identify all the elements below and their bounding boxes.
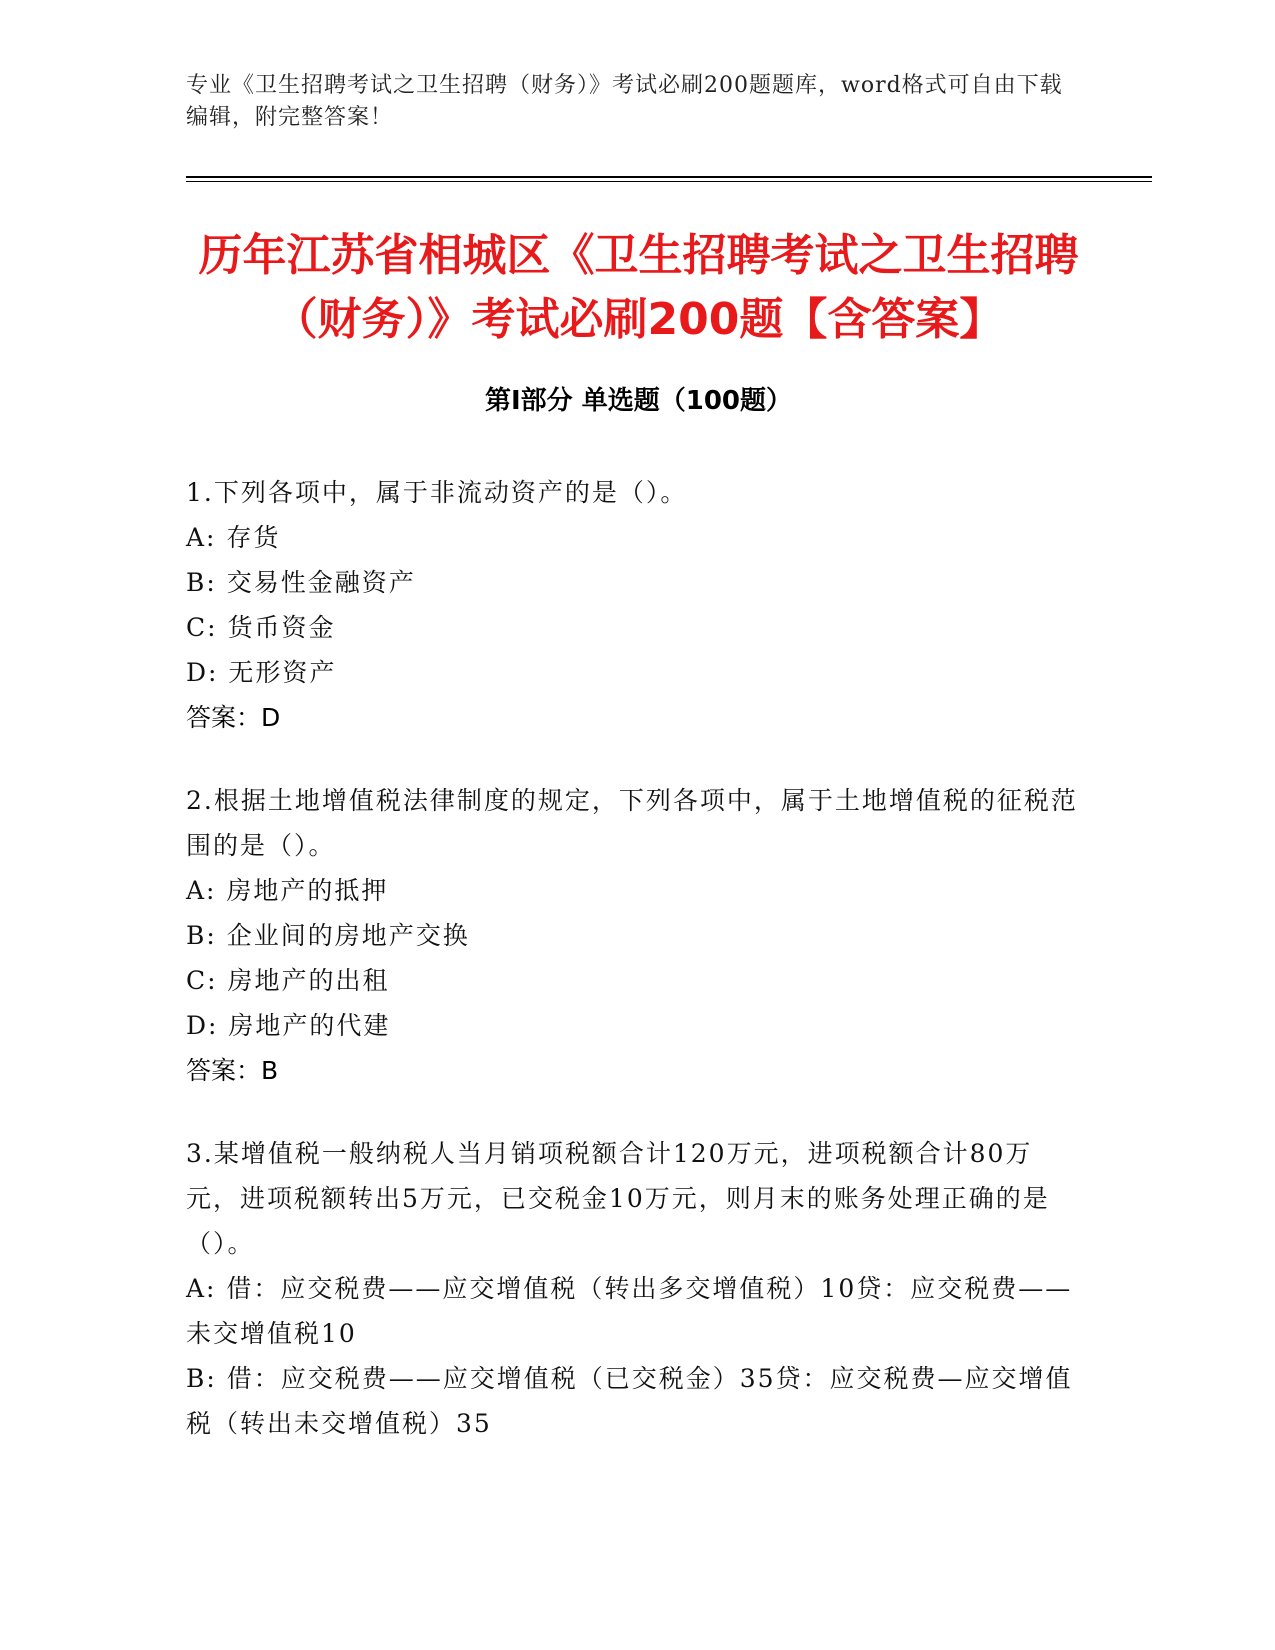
- answer-value: B: [261, 1056, 279, 1085]
- answer-value: D: [261, 703, 281, 732]
- option-c: C: 货币资金: [186, 613, 336, 642]
- question-list: [186, 470, 1086, 1484]
- option-d: D: 无形资产: [186, 658, 337, 687]
- option-a: A: 存货: [186, 523, 281, 552]
- option-b: B: 企业间的房地产交换: [186, 921, 470, 950]
- option-b: B: 交易性金融资产: [186, 568, 416, 597]
- header-rule-thin: [186, 181, 1152, 182]
- question-stem: 1.下列各项中，属于非流动资产的是（）。: [186, 478, 688, 507]
- option-a: A: 房地产的抵押: [186, 876, 389, 905]
- question-stem: 2.根据土地增值税法律制度的规定，下列各项中，属于土地增值税的征税范围的是（）。: [186, 786, 1078, 860]
- question-3: [186, 1131, 1086, 1446]
- header-rule-thick: [186, 176, 1152, 178]
- option-c: C: 房地产的出租: [186, 966, 390, 995]
- document-title: 历年江苏省相城区《卫生招聘考试之卫生招聘（财务）》考试必刷200题【含答案】: [198, 230, 1079, 345]
- answer-line: [186, 695, 1086, 740]
- answer-line: [186, 1048, 1086, 1093]
- question-1: [186, 470, 1086, 740]
- question-stem: 3.某增值税一般纳税人当月销项税额合计120万元，进项税额合计80万元，进项税额转出5万元，已交税金10万元，则月末的账务处理正确的是（）。: [186, 1139, 1050, 1258]
- question-2: [186, 778, 1086, 1093]
- section-title: 第I部分 单选题（100题）: [485, 386, 792, 416]
- header-note: 专业《卫生招聘考试之卫生招聘（财务）》考试必刷200题题库，word格式可自由下载编辑，附完整答案！: [186, 73, 1063, 130]
- answer-label: 答案：: [186, 703, 262, 732]
- answer-label: 答案：: [186, 1056, 262, 1085]
- option-b: B: 借：应交税费——应交增值税（已交税金）35贷：应交税费—应交增值税（转出未交增值税）35: [186, 1364, 1073, 1438]
- option-d: D: 房地产的代建: [186, 1011, 391, 1040]
- option-a: A: 借：应交税费——应交增值税（转出多交增值税）10贷：应交税费——未交增值税10: [186, 1274, 1073, 1348]
